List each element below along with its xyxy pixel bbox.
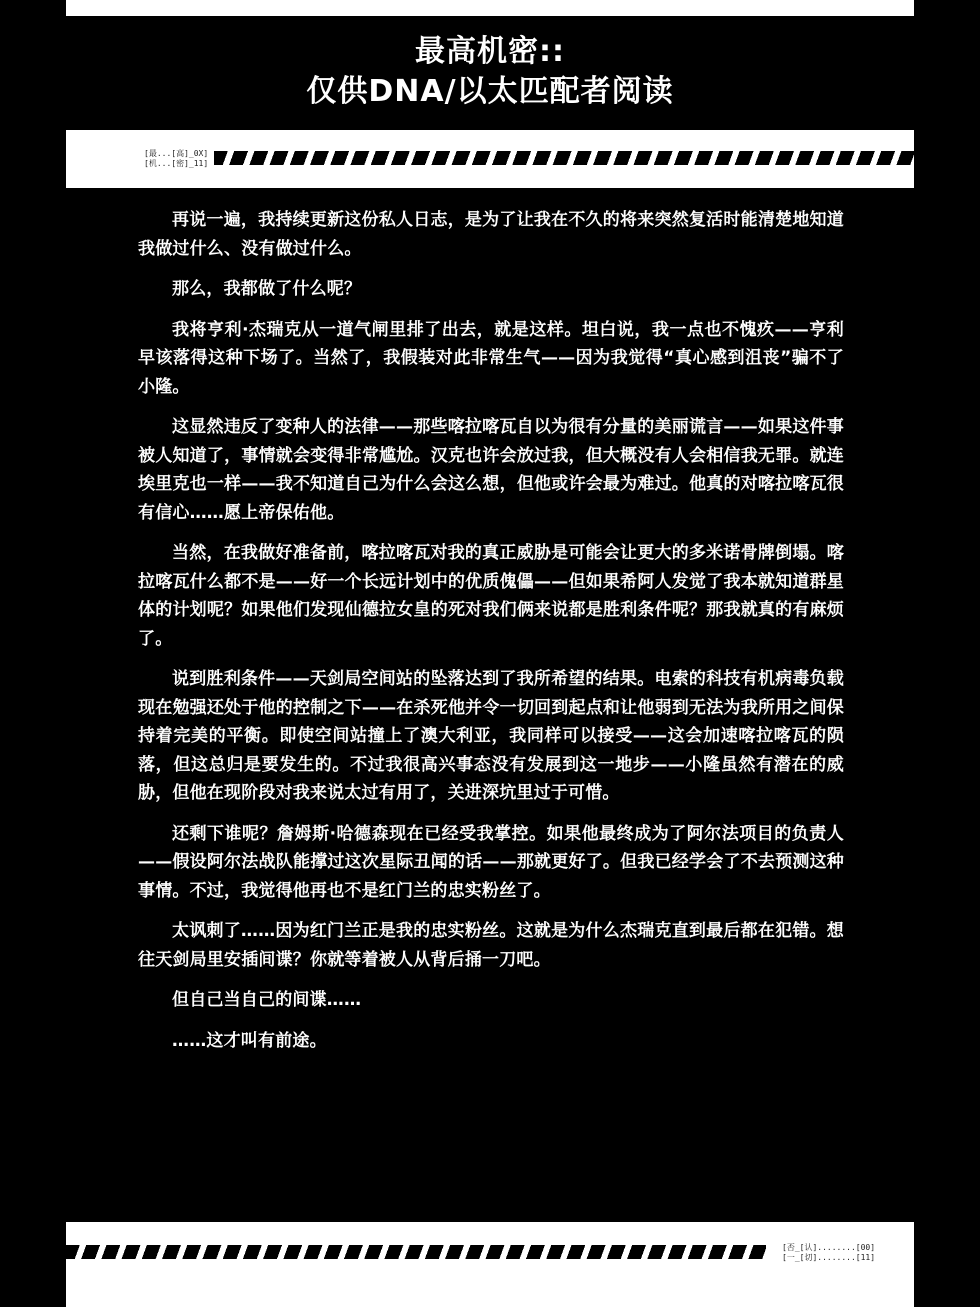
title-line-1: 最高机密:: [415,34,565,69]
top-border-bar [66,0,914,16]
top-code-line-2: [机...[密]_11] [144,159,209,168]
paragraph: 那么，我都做了什么呢？ [172,279,362,299]
top-code-line-1: [最...[高]_0X] [144,149,209,158]
top-code-label [144,149,208,169]
paragraph: 但自己当自己的间谍…… [172,990,362,1010]
paragraph: 太讽刺了……因为红门兰正是我的忠实粉丝。这就是为什么杰瑞克直到最后都在犯错。想往天剑局里安插间谍？你就等着被人从背后捅一刀吧。 [138,921,844,970]
bottom-code-line-1: [否_[认]........[00] [782,1243,876,1252]
bottom-hazard-stripes [66,1245,766,1259]
paragraph: 还剩下谁呢？詹姆斯·哈德森现在已经受我掌控。如果他最终成为了阿尔法项目的负责人——假设阿尔法战队能撑过这次星际丑闻的话——那就更好了。但我已经学会了不去预测这种事情。不过，我觉得他再也不是红门兰的忠实粉丝了。 [138,823,844,901]
paragraph: 说到胜利条件——天剑局空间站的坠落达到了我所希望的结果。电索的科技有机病毒负载现在勉强还处于他的控制之下——在杀死他并令一切回到起点和让他弱到无法为我所用之间保持着完美的平衡。即使空间站撞上了澳大利亚，我同样可以接受——这会加速喀拉喀瓦的陨落，但这总归是要发生的。不过我很高兴事态没有发展到这一地步——小隆虽然有潜在的威胁，但他在现阶段对我来说太过有用了，关进深坑里过于可惜。 [138,669,844,803]
paragraph: 这显然违反了变种人的法律——那些喀拉喀瓦自以为很有分量的美丽谎言——如果这件事被人知道了，事情就会变得非常尴尬。汉克也许会放过我，但大概没有人会相信我无罪。就连埃里克也一样——我不知道自己为什么会这么想，但他或许会最为难过。他真的对喀拉喀瓦很有信心……愿上帝保佑他。 [138,417,844,523]
paragraph: ……这才叫有前途。 [172,1030,327,1051]
paragraph: 我将亨利·杰瑞克从一道气闸里排了出去，就是这样。坦白说，我一点也不愧疚——亨利早该落得这种下场了。当然了，我假装对此非常生气——因为我觉得“真心感到沮丧”骗不了小隆。 [138,319,844,397]
title-line-2: 仅供DNA/以太匹配者阅读 [306,74,674,109]
paragraph: 再说一遍，我持续更新这份私人日志，是为了让我在不久的将来突然复活时能清楚地知道我做过什么、没有做过什么。 [138,210,844,259]
top-hazard-stripes [214,151,914,165]
log-entry-body [138,206,844,1067]
bottom-decorative-band [66,1222,914,1307]
paragraph: 当然，在我做好准备前，喀拉喀瓦对我的真正威胁是可能会让更大的多米诺骨牌倒塌。喀拉喀瓦什么都不是——好一个长远计划中的优质傀儡——但如果希阿人发觉了我本就知道群星体的计划呢？如果他们发现仙德拉女皇的死对我们俩来说都是胜利条件呢？那我就真的有麻烦了。 [138,543,844,649]
page-title [0,32,980,112]
top-decorative-band [66,130,914,188]
bottom-code-line-2: [一_[切]........[11] [782,1253,876,1262]
bottom-code-label [782,1243,875,1263]
